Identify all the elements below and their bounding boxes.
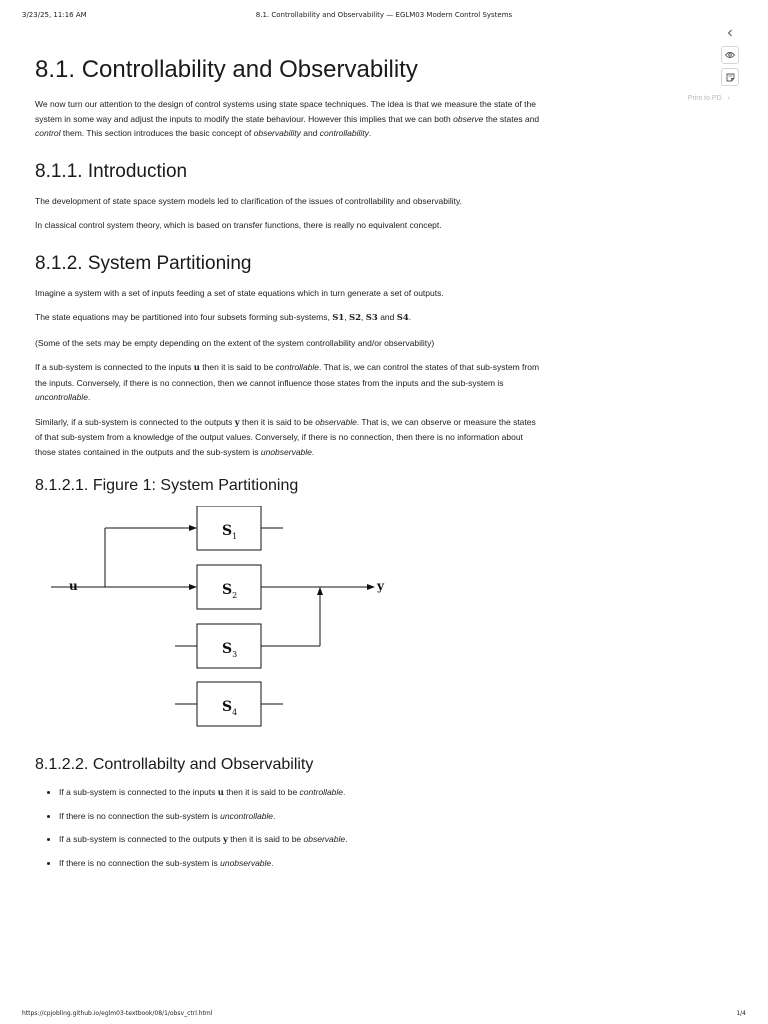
print-url: https://cpjobling.github.io/eglm03-textbook/08/1/obsv_ctrl.html [22,1010,213,1017]
s4-label: $S_4$ [222,699,238,717]
s2-label: $S_2$ [222,582,238,600]
intro-p2: In classical control system theory, which is based on transfer functions, there is really no equivalent concept. [35,220,442,230]
heading-figure-1: 8.1.2.1. Figure 1: System Partitioning [35,477,299,494]
input-u-label: u [69,579,78,593]
summary-list [35,785,545,870]
list-item: • If there is no connection the sub-system is uncontrollable. [59,809,545,823]
partition-p1: Imagine a system with a set of inputs feeding a set of state equations which in turn generate a set of outputs. [35,287,444,298]
page-title: 8.1. Controllability and Observability [35,56,418,83]
article [35,56,545,879]
intro-paragraph: We now turn our attention to the design of control systems using state space techniques. The idea is that we measure the state of the system in some way and adjust the inputs to modify the state behaviour. However this implies that we can both observe the states and control them. This section introduces the basic concept of observability and controllability. [35,99,540,138]
intro-p1: The development of state space system models led to clarification of the issues of controllability and observability. [35,195,462,206]
page-toolbar [721,24,741,90]
system-partitioning-diagram [25,506,385,746]
print-title: 8.1. Controllability and Observability — EGLM03 Modern Control Systems [255,11,513,19]
partition-p5: Similarly, if a sub-system is connected to the outputs y then it is said to be observable. That is, we can observe or measure the states of that sub-system from a knowledge of the output values. Conversely, if there is no connection, then there is no information about those states contained in the outputs and the sub-system is unobservable. [35,416,536,457]
print-date: 3/23/25, 11:16 AM [22,11,87,19]
print-to-pdf-link[interactable] [688,95,730,102]
note-icon[interactable] [721,68,739,86]
partition-p4: If a sub-system is connected to the inputs u then it is said to be controllable. That is, we can control the states of that sub-system from the inputs. Conversely, if there is no connection, then we cannot influence those states from the inputs and the sub-system is uncontrollable. [35,362,540,402]
eye-icon[interactable] [721,46,739,64]
heading-introduction: 8.1.1. Introduction [35,160,188,182]
list-item: • If there is no connection the sub-system is unobservable. [59,856,545,870]
heading-system-partitioning: 8.1.2. System Partitioning [35,252,252,274]
list-item: • If a sub-system is connected to the inputs u then it is said to be controllable. [59,785,545,800]
chevron-left-icon[interactable] [721,24,739,42]
partition-p3: (Some of the sets may be empty depending on the extent of the system controllability and/or observability) [35,337,435,348]
s1-label: $S_1$ [222,523,238,541]
list-item: • If a sub-system is connected to the outputs y then it is said to be observable. [59,832,545,847]
print-to-pdf-label: Print to PD [687,95,722,102]
print-caret: ‹ [727,95,730,102]
print-page-number: 1/4 [736,1010,746,1017]
s3-label: $S_3$ [222,641,238,659]
heading-controllability-observability: 8.1.2.2. Controllabilty and Observability [35,756,314,773]
output-y-label: y [377,579,384,593]
partition-p2: The state equations may be partitioned into four subsets forming sub-systems, S1, S2, S3 and S4. [35,312,412,323]
